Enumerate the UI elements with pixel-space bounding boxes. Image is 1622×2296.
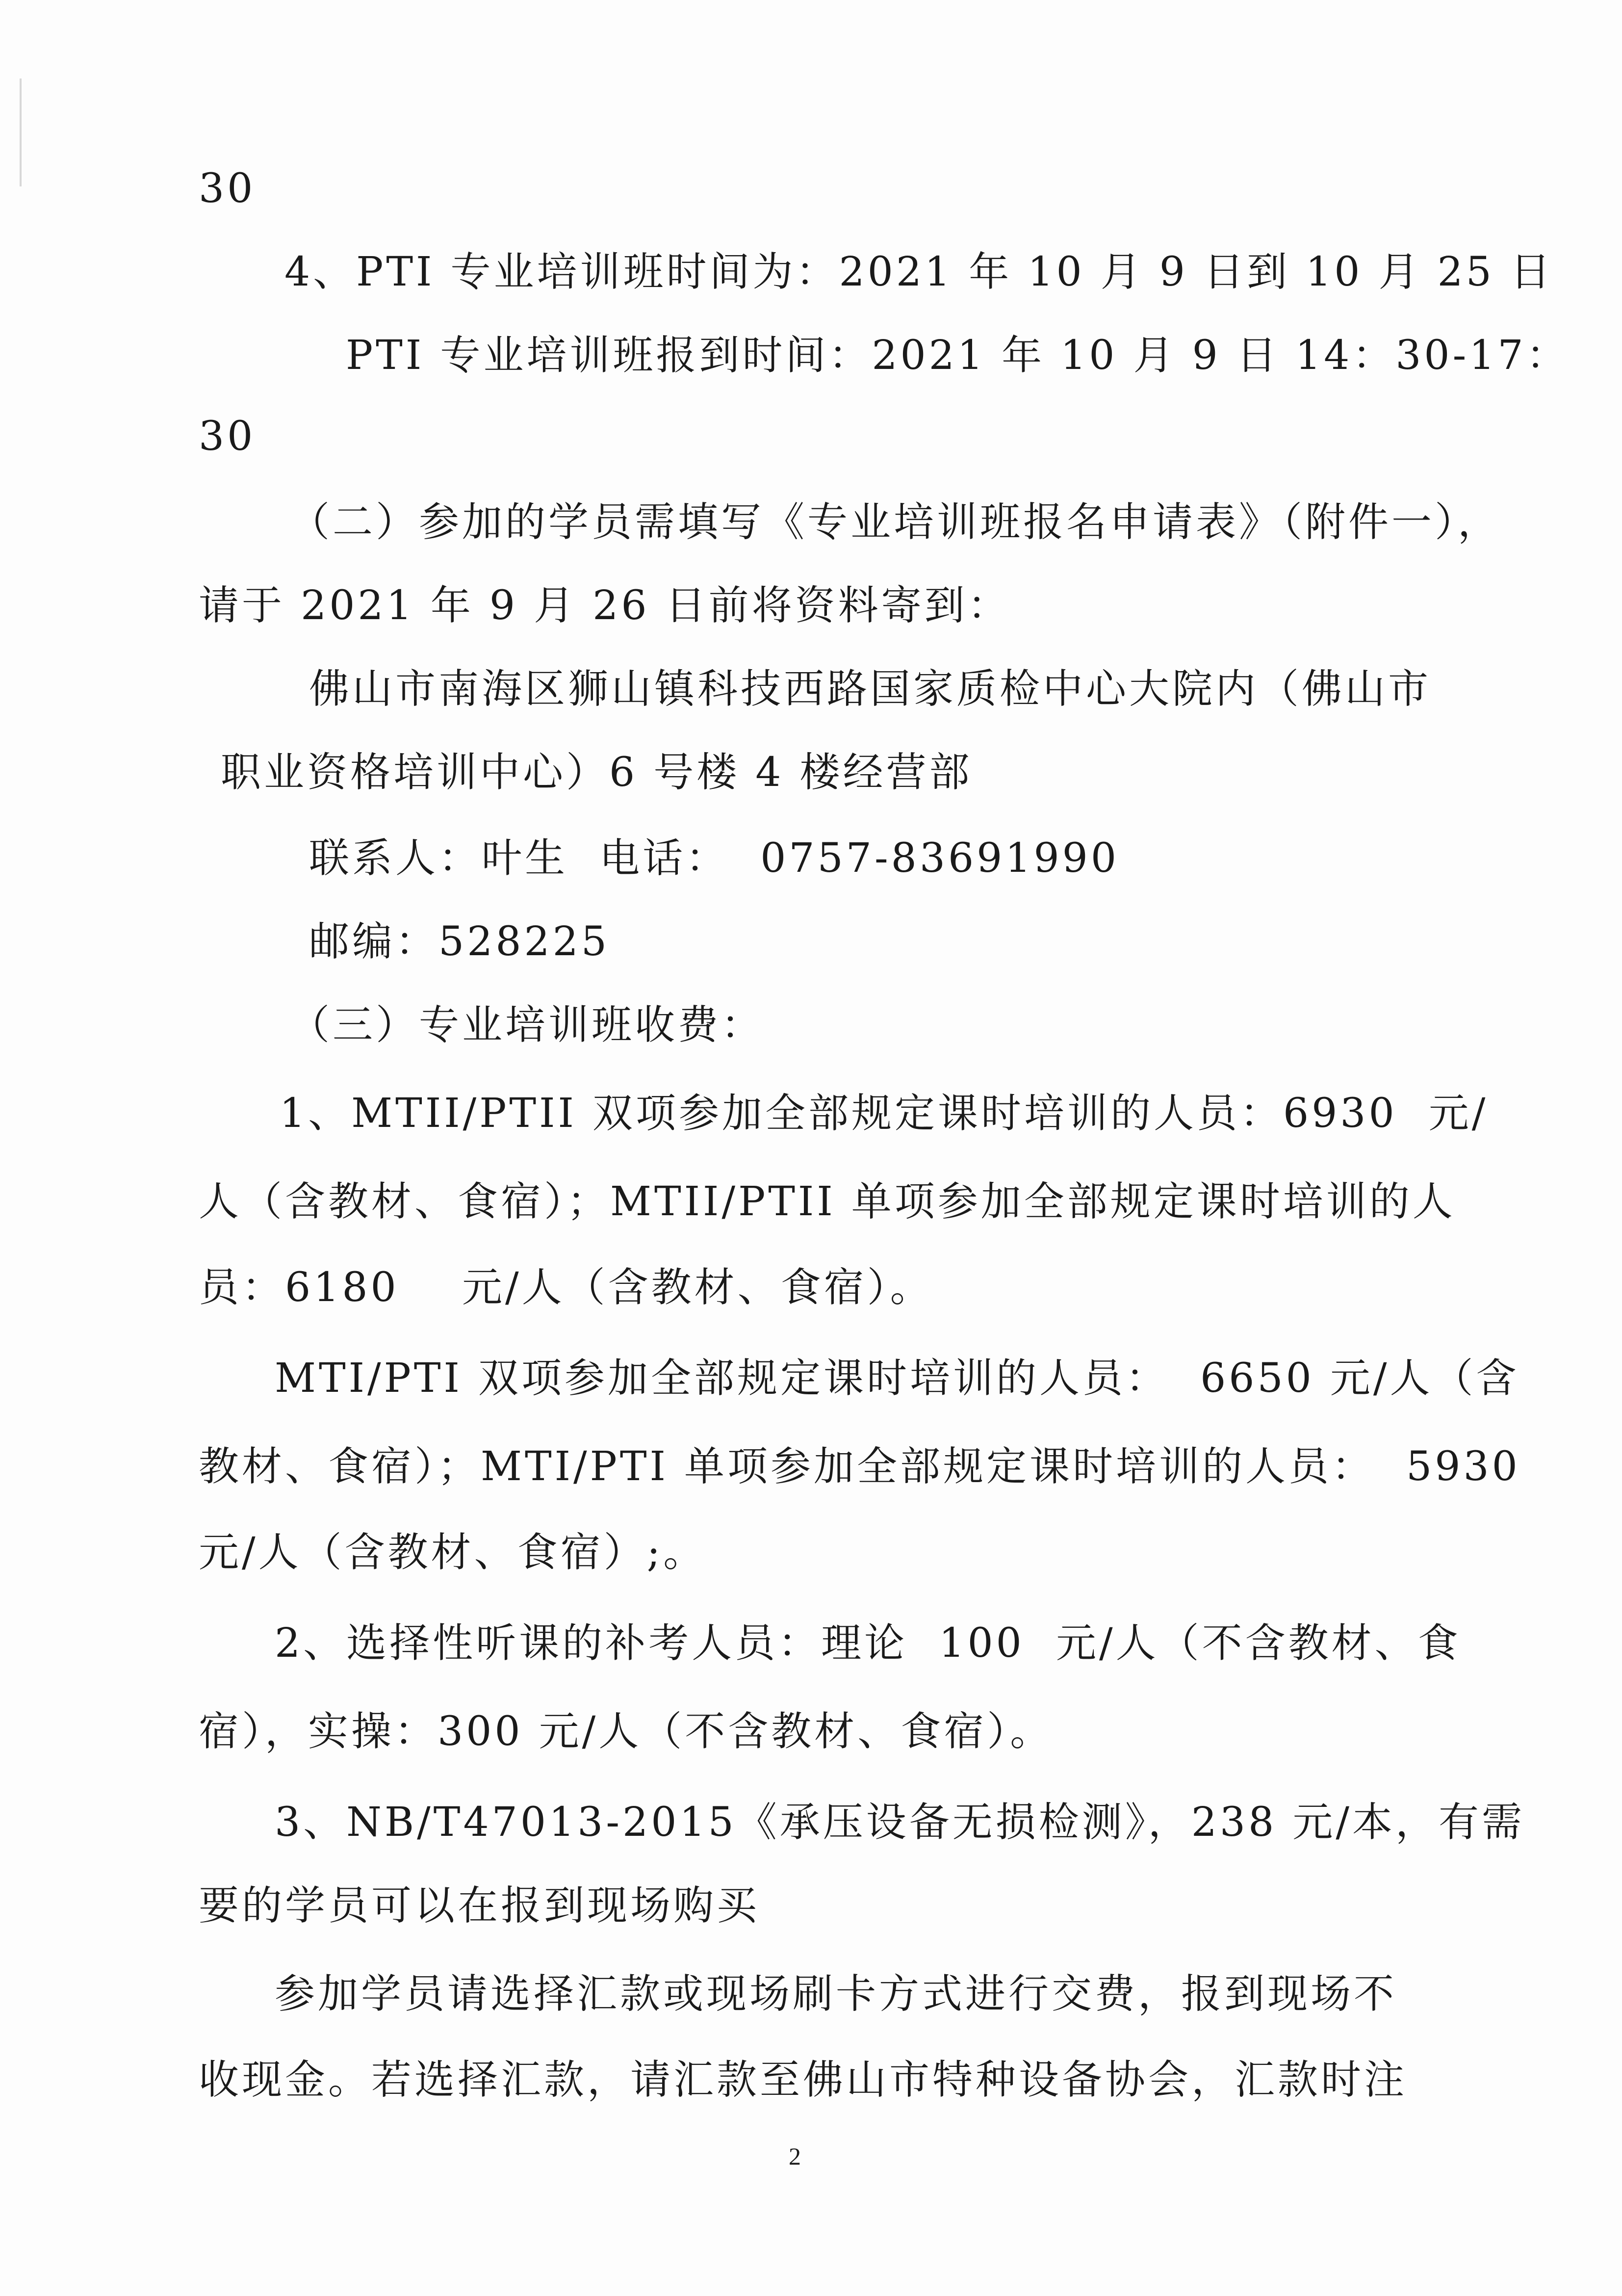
text-line-6: 请于 2021 年 9 月 26 日前将资料寄到： [199,582,1011,629]
text-line-19: 宿），实操：300 元/人（不含教材、食宿）。 [199,1708,1054,1755]
text-line-23: 收现金。若选择汇款，请汇款至佛山市特种设备协会，汇款时注 [199,2057,1408,2103]
text-line-22: 参加学员请选择汇款或现场刷卡方式进行交费，报到现场不 [275,1971,1397,2017]
text-line-18: 2、选择性听课的补考人员：理论 100 元/人（不含教材、食 [275,1620,1461,1667]
text-line-17: 元/人（含教材、食宿）;。 [199,1529,707,1576]
text-line-21: 要的学员可以在报到现场购买 [199,1882,760,1929]
text-line-2: 4、PTI 专业培训班时间为：2021 年 10 月 9 日到 10 月 25 日 [284,249,1553,295]
text-line-13: 人（含教材、食宿）；MTII/PTII 单项参加全部规定课时培训的人 [199,1178,1456,1225]
text-line-12: 1、MTII/PTII 双项参加全部规定课时培训的人员：6930 元/ [280,1090,1489,1137]
text-line-14: 员：6180 元/人（含教材、食宿）。 [199,1264,933,1311]
text-line-10: 邮编：528225 [309,918,610,965]
text-line-20: 3、NB/T47013-2015《承压设备无损检测》，238 元/本，有需 [275,1799,1525,1846]
scan-edge-mark [20,78,22,186]
text-line-11: （三）专业培训班收费： [289,1002,765,1048]
text-line-16: 教材、食宿）；MTI/PTI 单项参加全部规定课时培训的人员： 5930 [199,1443,1520,1490]
text-line-5: （二）参加的学员需填写《专业培训班报名申请表》（附件一）， [289,499,1501,546]
text-line-4: 30 [199,413,256,460]
text-line-8: 职业资格培训中心）6 号楼 4 楼经营部 [221,749,973,796]
text-line-3: PTI 专业培训班报到时间：2021 年 10 月 9 日 14：30-17： [346,332,1570,379]
text-line-15: MTI/PTI 双项参加全部规定课时培训的人员： 6650 元/人（含 [275,1355,1519,1402]
text-line-1: 30 [199,165,256,212]
text-line-7: 佛山市南海区狮山镇科技西路国家质检中心大院内（佛山市 [309,666,1432,712]
page-number: 2 [789,2142,801,2170]
text-line-9: 联系人：叶生 电话： 0757-83691990 [309,835,1120,882]
